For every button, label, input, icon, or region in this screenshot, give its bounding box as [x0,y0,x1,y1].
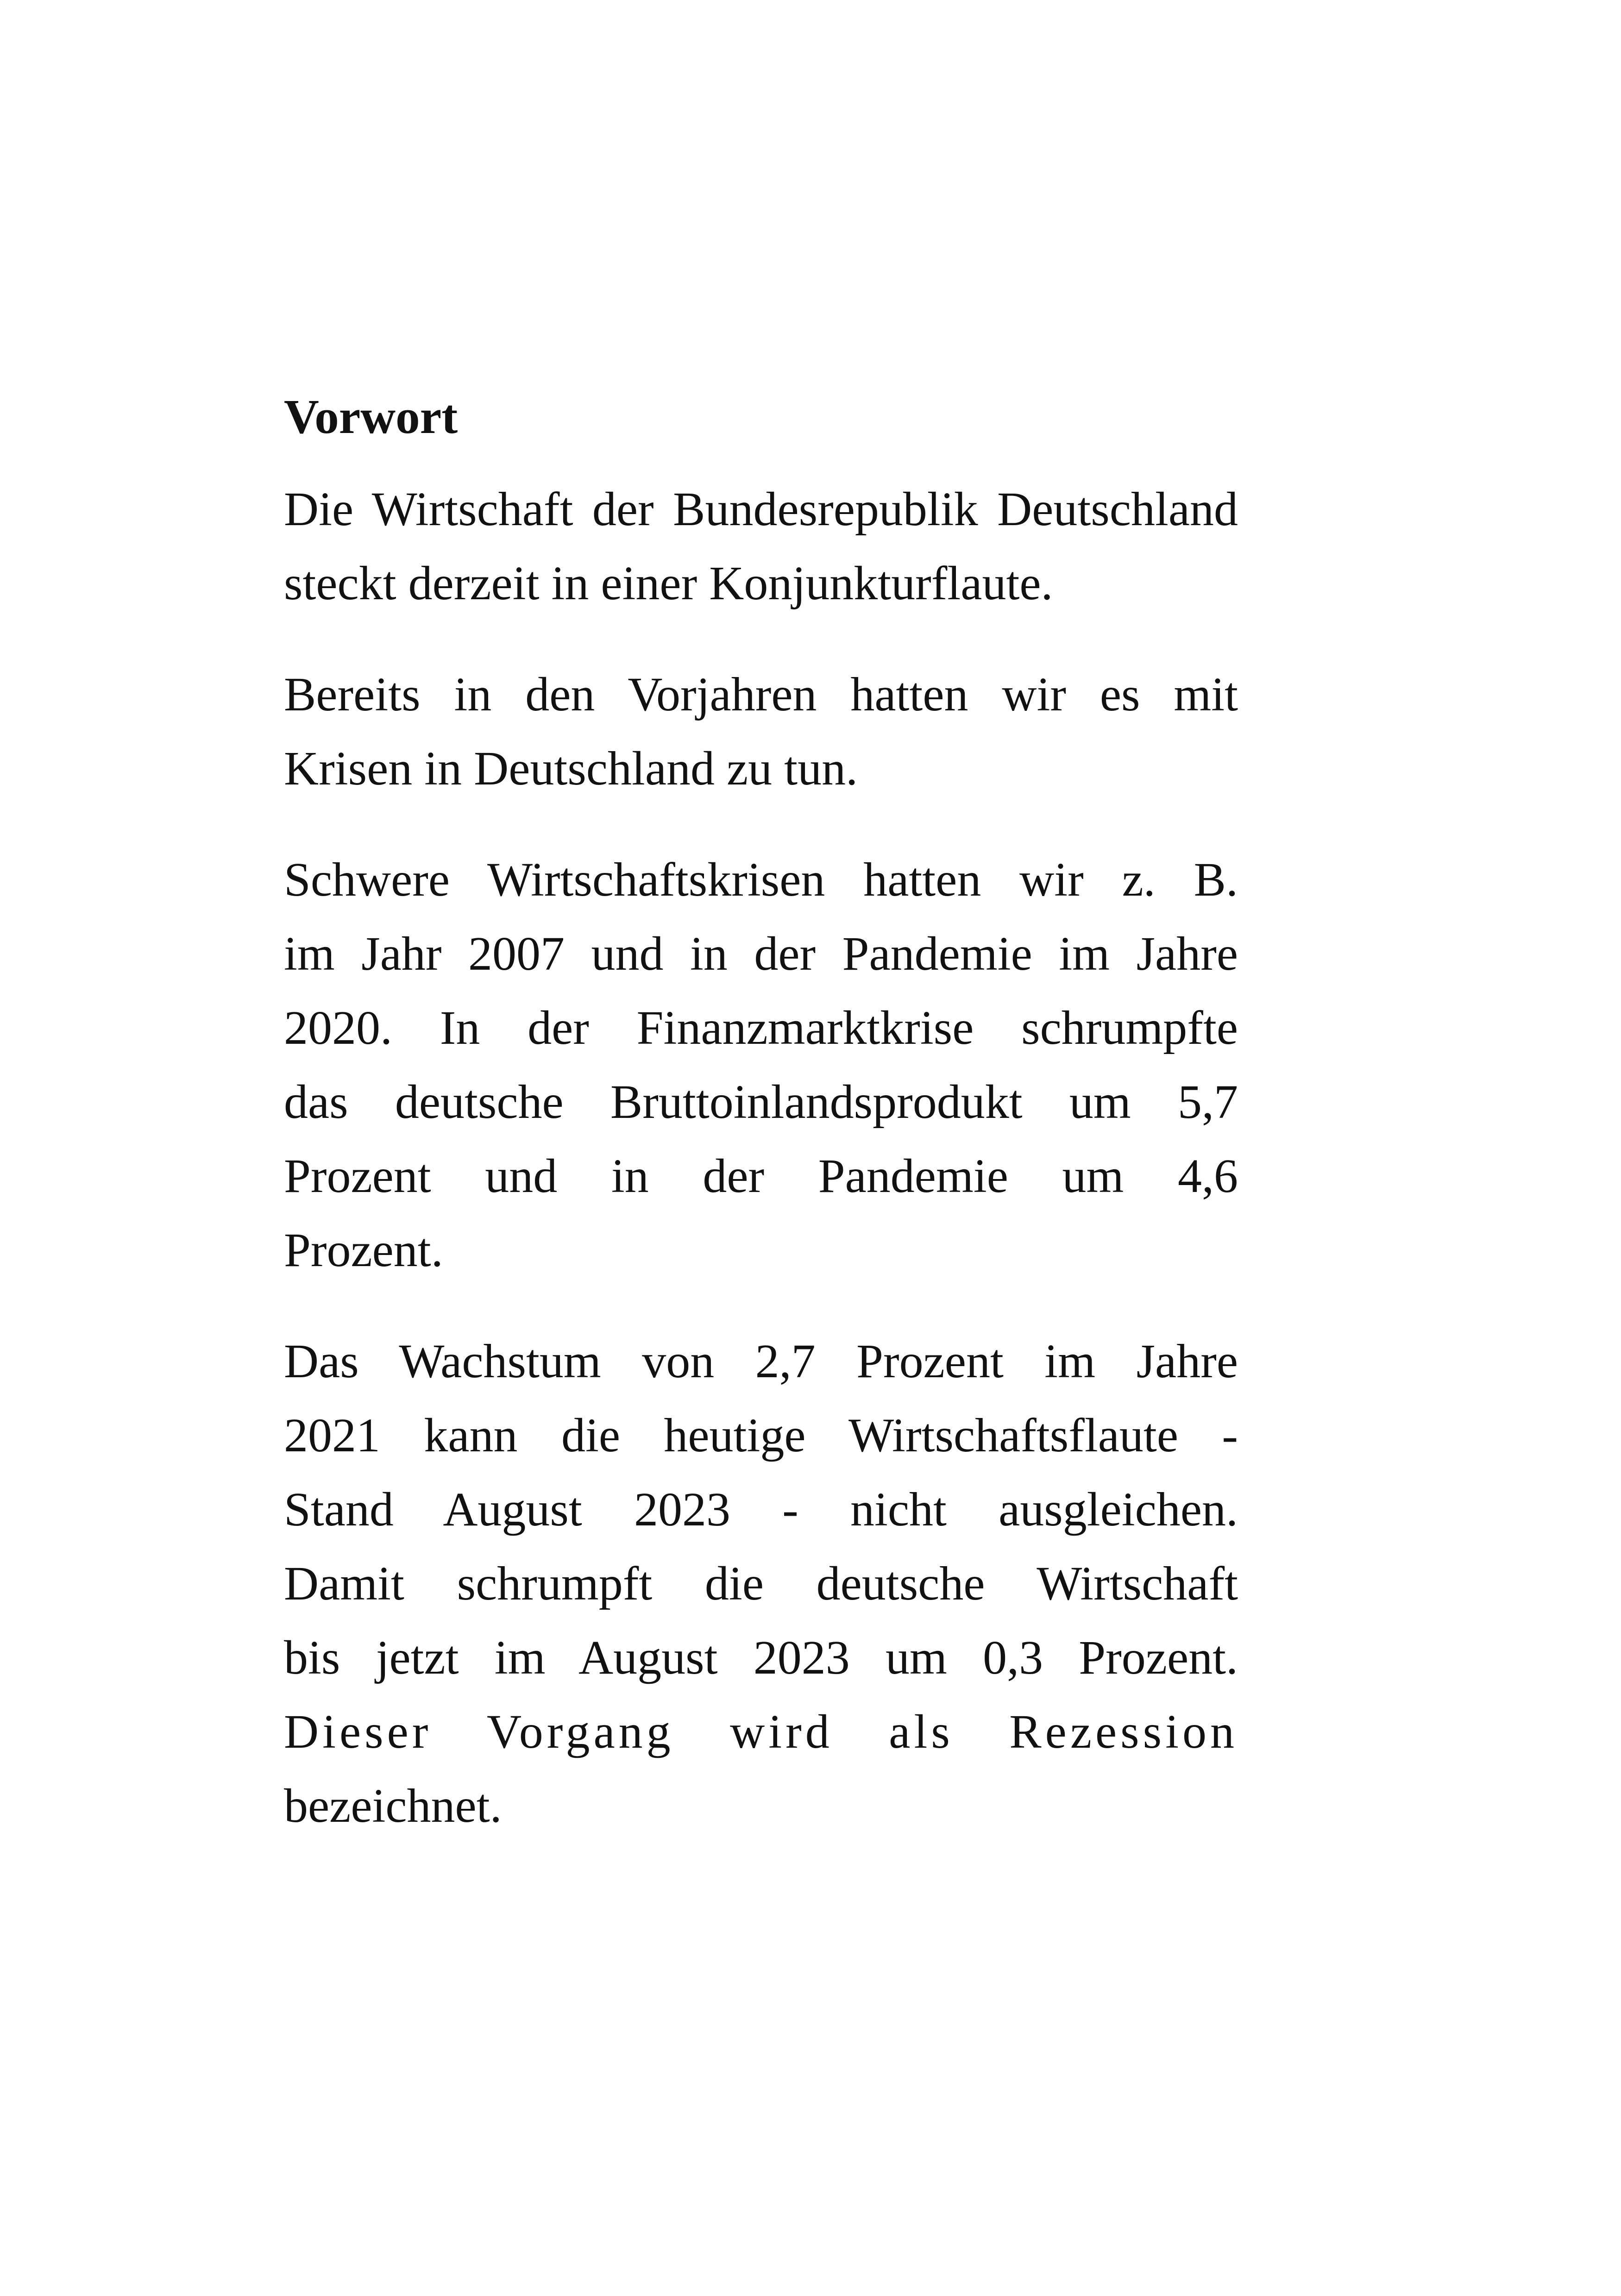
text-line: Die Wirtschaft der Bundesrepublik Deutschland [284,483,1238,536]
text-line: Schwere Wirtschaftskrisen hatten wir z. B. [284,853,1238,906]
text-line: Stand August 2023 - nicht ausgleichen. [284,1483,1238,1536]
paragraph-3 [284,843,1238,1287]
page-title: Vorwort [284,389,458,444]
paragraph-2 [284,658,1238,806]
text-line: bezeichnet. [284,1779,502,1832]
text-line: bis jetzt im August 2023 um 0,3 Prozent. [284,1631,1238,1684]
paragraph-4 [284,1324,1238,1843]
text-line: Prozent. [284,1223,443,1277]
text-line: 2020. In der Finanzmarktkrise schrumpfte [284,1001,1238,1054]
text-line: im Jahr 2007 und in der Pandemie im Jahre [284,927,1238,980]
text-line: Bereits in den Vorjahren hatten wir es mit [284,668,1238,721]
text-line: das deutsche Bruttoinlandsprodukt um 5,7 [284,1075,1238,1129]
text-line: Dieser Vorgang wird als Rezession [284,1705,1238,1758]
text-line: Damit schrumpft die deutsche Wirtschaft [284,1557,1238,1610]
text-line: Prozent und in der Pandemie um 4,6 [284,1149,1238,1203]
text-line: Das Wachstum von 2,7 Prozent im Jahre [284,1335,1238,1388]
text-line: 2021 kann die heutige Wirtschaftsflaute - [284,1409,1238,1462]
page-content [284,380,1238,1880]
text-line: steckt derzeit in einer Konjunkturflaute. [284,557,1053,610]
paragraph-1 [284,472,1238,621]
text-line: Krisen in Deutschland zu tun. [284,742,858,795]
